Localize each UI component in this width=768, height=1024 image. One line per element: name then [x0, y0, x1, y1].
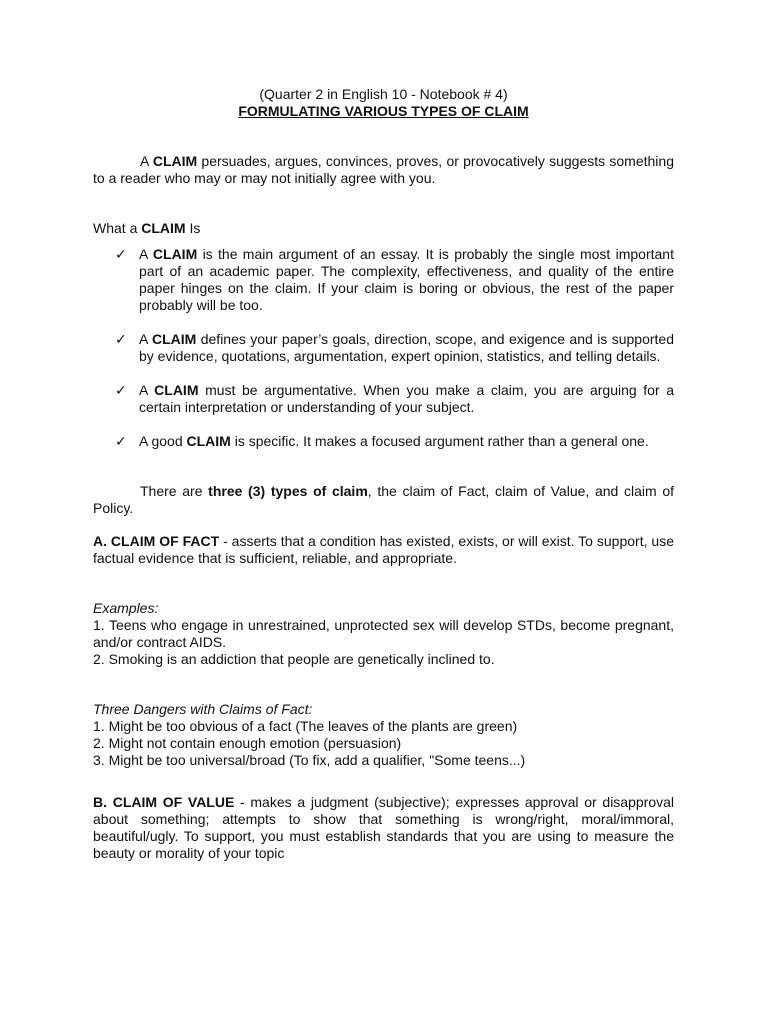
claim-checklist — [93, 246, 674, 450]
item-pre: A — [139, 331, 152, 347]
types-bold: three (3) types of claim — [208, 483, 368, 499]
header-line: (Quarter 2 in English 10 - Notebook # 4) — [259, 86, 508, 102]
intro-claim: CLAIM — [152, 153, 198, 169]
checklist-item — [93, 433, 674, 450]
checklist-item — [93, 331, 674, 365]
item-claim: CLAIM — [151, 331, 197, 347]
check-mark-icon: ✓ — [115, 331, 127, 347]
what-is-post: Is — [185, 220, 201, 236]
checklist-item — [93, 382, 674, 416]
what-is-claim: CLAIM — [141, 220, 186, 236]
check-mark-icon: ✓ — [115, 433, 127, 449]
intro-rest: persuades, argues, convinces, proves, or provocatively suggests something to a reader who may or may not initially agree with you. — [93, 153, 674, 186]
examples-label — [93, 600, 674, 617]
example-item: 2. Smoking is an addiction that people are genetically inclined to. — [93, 651, 495, 667]
item-pre: A — [139, 246, 153, 262]
claim-of-value-paragraph — [93, 794, 674, 862]
claim-of-fact-paragraph — [93, 533, 674, 567]
types-paragraph — [93, 483, 674, 517]
types-post: , the claim of Fact, claim of Value, and claim of Policy. — [93, 483, 674, 516]
item-claim: CLAIM — [186, 433, 231, 449]
claim-of-fact-heading: A. CLAIM OF FACT — [93, 533, 220, 549]
item-pre: A — [139, 382, 155, 398]
claim-of-value-text: - makes a judgment (subjective); expresses approval or disapproval about something; attempts to show that something is wrong/right, moral/immoral, beautiful/ugly. To support, you must establish standards that you are using to measure the beauty or morality of your topic — [93, 794, 675, 861]
item-text: must be argumentative. When you make a claim, you are arguing for a certain interpretation or understanding of your subject. — [139, 382, 674, 415]
item-claim: CLAIM — [152, 246, 198, 262]
item-text: is specific. It makes a focused argument rather than a general one. — [230, 433, 649, 449]
example-item: 1. Teens who engage in unrestrained, unprotected sex will develop STDs, become pregnant, and/or contract AIDS. — [93, 617, 674, 650]
intro-paragraph — [93, 153, 674, 187]
document-body — [93, 86, 674, 862]
dangers-label-text: Three Dangers with Claims of Fact: — [93, 701, 313, 717]
check-mark-icon: ✓ — [115, 246, 127, 262]
item-claim: CLAIM — [154, 382, 199, 398]
item-text: is the main argument of an essay. It is probably the single most important part of an academic paper. The complexity, effectiveness, and quality of the entire paper hinges on the claim. If your claim is boring or obvious, the rest of the paper probably will be too. — [139, 246, 674, 313]
dangers-label — [93, 701, 674, 718]
danger-item: 2. Might not contain enough emotion (persuasion) — [93, 735, 402, 751]
danger-item: 1. Might be too obvious of a fact (The leaves of the plants are green) — [93, 718, 518, 734]
claim-of-fact-text: - asserts that a condition has existed, exists, or will exist. To support, use factual evidence that is sufficient, reliable, and appropriate. — [93, 533, 674, 566]
page-title: FORMULATING VARIOUS TYPES OF CLAIM — [238, 103, 529, 119]
checklist-item — [93, 246, 674, 314]
examples-label-text: Examples: — [93, 600, 159, 616]
types-pre: There are — [140, 483, 209, 499]
danger-item: 3. Might be too universal/broad (To fix, add a qualifier, "Some teens...) — [93, 752, 526, 768]
intro-a: A — [140, 153, 153, 169]
what-is-pre: What a — [93, 220, 142, 236]
check-mark-icon: ✓ — [115, 382, 127, 398]
item-pre: A good — [139, 433, 187, 449]
what-is-heading — [93, 220, 674, 237]
item-text: defines your paper’s goals, direction, scope, and exigence and is supported by evidence, quotations, argumentation, expert opinion, statistics, and telling details. — [139, 331, 674, 364]
claim-of-value-heading: B. CLAIM OF VALUE — [93, 794, 235, 810]
